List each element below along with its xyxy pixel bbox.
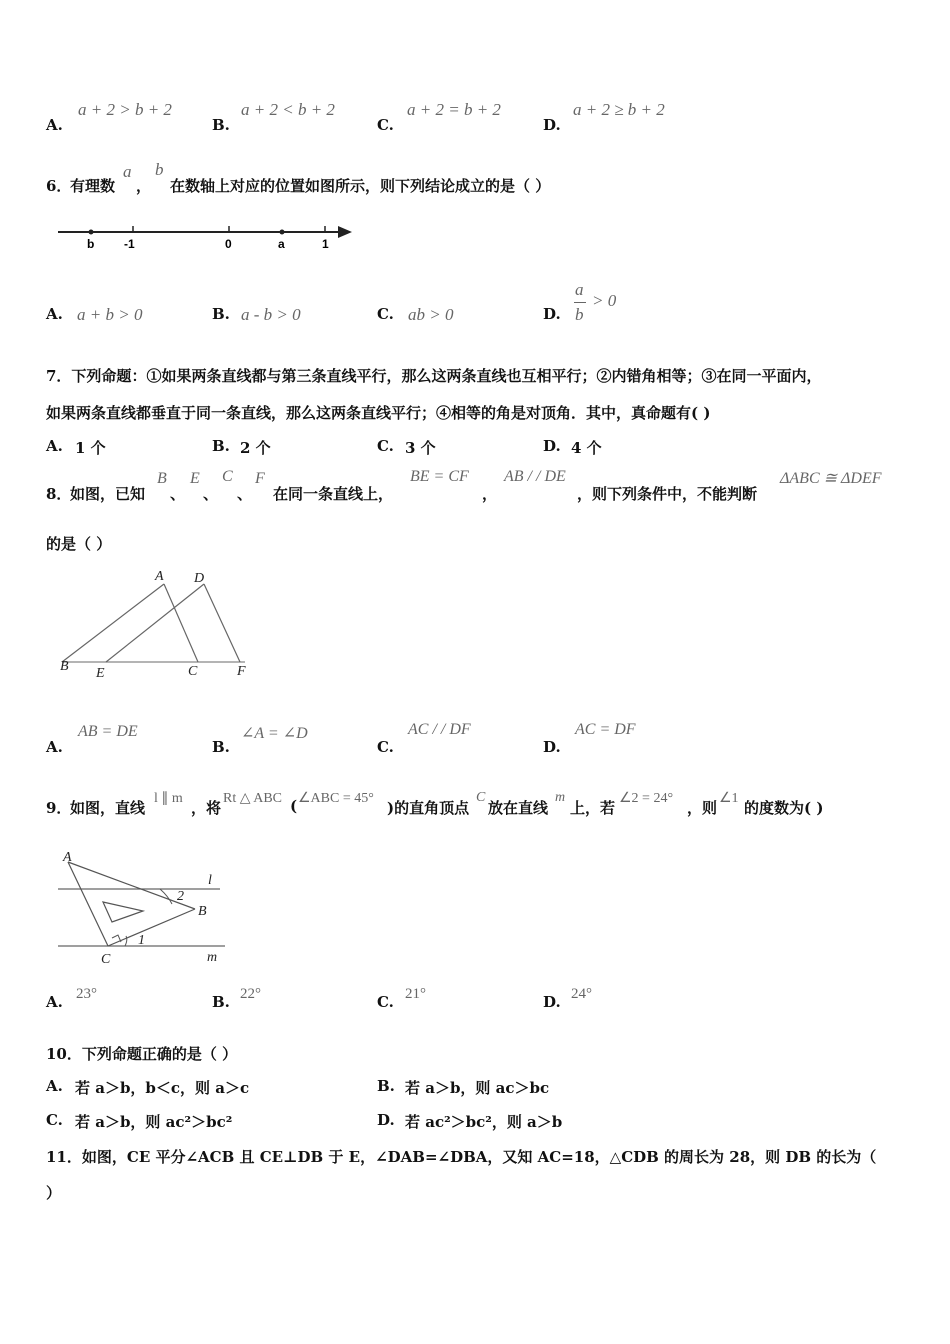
q10-option-d-text: 若 ac²＞bc²，则 a＞b xyxy=(405,1113,563,1131)
q10-option-a-label: A. xyxy=(46,1077,63,1095)
fig8-label-a: A xyxy=(155,569,164,584)
axis-label-one: 1 xyxy=(322,237,329,251)
q6-option-d-label: D. xyxy=(543,305,561,323)
q8-cond2: AB / / DE xyxy=(504,468,566,485)
q6-option-b-label: B. xyxy=(212,305,230,323)
q9-ask-angle: ∠1 xyxy=(719,791,739,806)
q5-option-a-label: A. xyxy=(46,116,63,134)
q9-text4: 放在直线 xyxy=(488,799,549,817)
q6-text-before: 有理数 xyxy=(70,177,116,195)
q8-text1: 如图，已知 xyxy=(70,485,146,503)
q8-option-b-label: B. xyxy=(212,738,230,756)
q10-option-c-label: C. xyxy=(46,1111,63,1129)
fig9-label-l: l xyxy=(208,873,212,888)
q7-option-d-label: D. xyxy=(543,437,561,455)
q6-option-d-denominator: b xyxy=(575,305,584,324)
q11-line1: 11．如图，CE 平分∠ACB 且 CE⊥DB 于 E，∠DAB=∠DBA，又知 AC=18，△CDB 的周长为 28，则 DB 的长为（ xyxy=(46,1148,877,1166)
fig8-label-e: E xyxy=(96,666,105,681)
fig9-label-2: 2 xyxy=(177,889,184,904)
q5-option-d-label: D. xyxy=(543,116,561,134)
q7-option-a-text: 1 个 xyxy=(75,439,106,457)
q8-point-e: E xyxy=(190,470,200,487)
q9-option-b-label: B. xyxy=(212,993,230,1011)
q9-parallel: l ∥ m xyxy=(154,791,183,806)
q9-option-d-expr: 24° xyxy=(571,986,592,1002)
q9-number: 9． xyxy=(46,799,72,817)
q6-var-b: b xyxy=(155,160,164,179)
fig9-label-1: 1 xyxy=(138,933,145,948)
q8-option-c-label: C. xyxy=(377,738,394,756)
q9-text3: )的直角顶点 xyxy=(387,799,470,817)
q5-option-c-expr: a + 2 = b + 2 xyxy=(407,100,501,119)
q7-option-b-label: B. xyxy=(212,437,230,455)
q6-option-d-rest: > 0 xyxy=(592,291,617,310)
fig9-label-b: B xyxy=(198,904,207,919)
q8-option-d-expr: AC = DF xyxy=(575,721,636,738)
q7-option-d-text: 4 个 xyxy=(571,439,602,457)
q9-option-c-label: C. xyxy=(377,993,394,1011)
q8-point-b: B xyxy=(157,470,167,487)
q6-option-c-expr: ab > 0 xyxy=(408,305,454,324)
q9-given-angle: ∠2 = 24° xyxy=(619,791,674,806)
q5-option-b-expr: a + 2 < b + 2 xyxy=(241,100,335,119)
q6-text-after: 在数轴上对应的位置如图所示，则下列结论成立的是（ ） xyxy=(170,177,551,195)
q6-number: 6． xyxy=(46,177,72,195)
q5-option-a-expr: a + 2 > b + 2 xyxy=(78,100,172,119)
q6-var-a: a xyxy=(123,162,132,181)
fig9-label-a: A xyxy=(63,850,72,865)
q8-point-c: C xyxy=(222,468,233,485)
q8-number: 8． xyxy=(46,485,72,503)
q6-sep: ， xyxy=(136,177,152,195)
q8-line2: 的是（ ） xyxy=(46,535,112,553)
q8-sep3: 、 xyxy=(237,485,253,503)
q7-line1: 7．下列命题：①如果两条直线都与第三条直线平行，那么这两条直线也互相平行；②内错角相等；③在同一平面内， xyxy=(46,367,822,385)
q9-angle-abc: ∠ABC = 45° xyxy=(298,791,374,806)
axis-label-b: b xyxy=(87,237,95,251)
q9-option-c-expr: 21° xyxy=(405,986,426,1002)
q9-triangle: Rt △ ABC xyxy=(223,791,283,806)
angle-1-arc xyxy=(125,936,127,946)
q7-option-c-label: C. xyxy=(377,437,394,455)
axis-label-zero: 0 xyxy=(225,237,232,251)
q8-option-d-label: D. xyxy=(543,738,561,756)
q10-option-c-text: 若 a＞b，则 ac²＞bc² xyxy=(75,1113,233,1131)
fig8-label-d: D xyxy=(194,571,205,586)
q6-option-b-expr: a - b > 0 xyxy=(241,305,301,324)
segment-bc-q9 xyxy=(108,909,195,946)
q7-option-c-text: 3 个 xyxy=(405,439,436,457)
q7-option-a-label: A. xyxy=(46,437,63,455)
q10-option-a-text: 若 a＞b，b＜c，则 a＞c xyxy=(75,1079,250,1097)
q10-option-b-text: 若 a＞b，则 ac＞bc xyxy=(405,1079,550,1097)
q9-vertex-c: C xyxy=(476,790,486,805)
q7-line2: 如果两条直线都垂直于同一条直线，那么这两条直线平行；④相等的角是对顶角．其中，真命题有( ) xyxy=(46,404,711,422)
q9-option-d-label: D. xyxy=(543,993,561,1011)
q7-option-b-text: 2 个 xyxy=(240,439,271,457)
q10-option-b-label: B. xyxy=(377,1077,395,1095)
q8-conclusion: ΔABC ≅ ΔDEF xyxy=(780,470,882,487)
q5-option-b-label: B. xyxy=(212,116,230,134)
q8-comma1: ， xyxy=(482,485,498,503)
q10-option-d-label: D. xyxy=(377,1111,395,1129)
q8-text3: ，则下列条件中，不能判断 xyxy=(577,485,758,503)
q8-sep1: 、 xyxy=(170,485,186,503)
q9-text7: 的度数为( ) xyxy=(744,799,824,817)
axis-label-a: a xyxy=(278,237,285,251)
q6-option-c-label: C. xyxy=(377,305,394,323)
fig9-label-m: m xyxy=(207,950,218,965)
q9-paren-open: ( xyxy=(290,797,298,815)
q9-text1: 如图，直线 xyxy=(70,799,146,817)
q8-point-f: F xyxy=(255,470,265,487)
q10-stem: 10．下列命题正确的是（ ） xyxy=(46,1045,238,1063)
q9-text5: 上，若 xyxy=(570,799,616,817)
q9-text6: ，则 xyxy=(687,799,718,817)
q8-option-b-expr: ∠A = ∠D xyxy=(241,725,308,742)
fig8-label-c: C xyxy=(188,664,198,679)
q9-option-b-expr: 22° xyxy=(240,986,261,1002)
q5-option-d-expr: a + 2 ≥ b + 2 xyxy=(573,100,665,119)
fig8-label-b: B xyxy=(60,659,69,674)
q6-option-d-numerator: a xyxy=(575,280,584,299)
fig9-label-c: C xyxy=(101,952,111,967)
axis-label-minus-one: -1 xyxy=(124,237,135,251)
q8-option-a-label: A. xyxy=(46,738,63,756)
q9-option-a-label: A. xyxy=(46,993,63,1011)
q6-option-a-expr: a + b > 0 xyxy=(77,305,143,324)
q8-option-c-expr: AC / / DF xyxy=(408,721,471,738)
q9-line-m: m xyxy=(555,790,566,805)
q9-option-a-expr: 23° xyxy=(76,986,97,1002)
q8-text2: 在同一条直线上， xyxy=(273,485,394,503)
inner-triangle xyxy=(103,902,143,922)
q8-option-a-expr: AB = DE xyxy=(78,723,138,740)
q9-text2: ，将 xyxy=(191,799,222,817)
q6-option-a-label: A. xyxy=(46,305,63,323)
q8-sep2: 、 xyxy=(203,485,219,503)
q11-line2: ） xyxy=(46,1184,62,1202)
fig8-label-f: F xyxy=(237,664,246,679)
q5-option-c-label: C. xyxy=(377,116,394,134)
q8-cond1: BE = CF xyxy=(410,468,469,485)
